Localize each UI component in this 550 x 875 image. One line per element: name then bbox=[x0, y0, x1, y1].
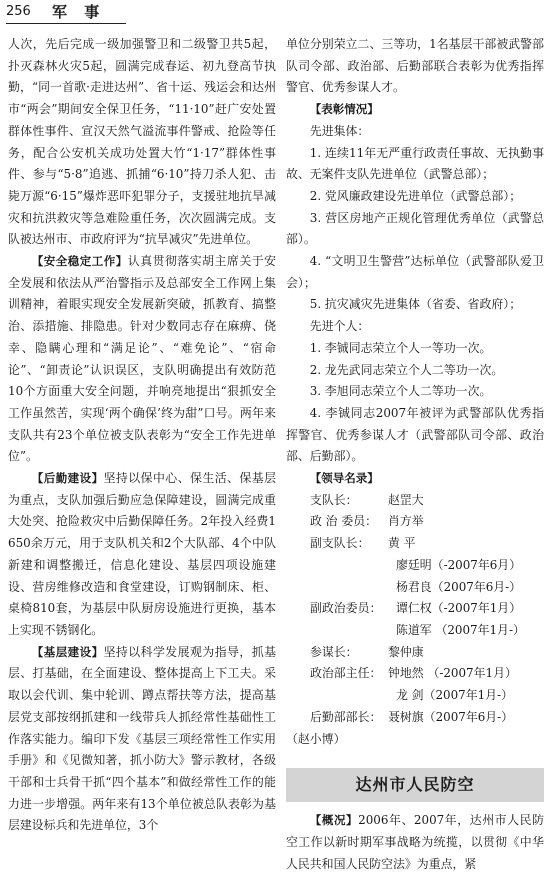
leader-list bbox=[286, 490, 544, 729]
heading-grassroots: 【基层建设】 bbox=[31, 644, 104, 659]
leader-row: 廖廷明（-2007年6月） bbox=[396, 557, 522, 572]
heading-logistics: 【后勤建设】 bbox=[31, 471, 104, 486]
leader-row: 副支队长： 黄 平 bbox=[310, 536, 416, 551]
paragraph-overview bbox=[286, 810, 544, 875]
leader-row: 支队长： 赵罡大 bbox=[310, 492, 424, 507]
paragraph-grassroots bbox=[8, 642, 276, 837]
leader-row: 杨君良（2007年6月-） bbox=[396, 579, 522, 594]
page-number: 256 bbox=[6, 4, 31, 19]
heading-leaders: 【领导名录】 bbox=[309, 471, 379, 486]
heading-overview: 【概况】 bbox=[309, 813, 359, 828]
text-safety: 认真贯彻落实胡主席关于安全发展和依法从严治警指示及总部安全工作网上集训精神，着眼实现安全发展新突破，抓教育、搞整治、添措施、排隐患。针对少数同志存在麻痹、侥幸、隐瞒心理和“满足论”、“难免论”、“宿命论”、“卸责论”认识误区，支队明确提出有效防范10个方面重大安全问题，并响亮地提出“狠抓安全工作虽然苦，实现‘两个确保’终为甜”口号。两年来支队共有23个单位被支队表彰为“安全工作先进单位”。 bbox=[8, 254, 276, 464]
leader-row: 政治部主任： 钟地然 （-2007年1月） bbox=[310, 666, 517, 681]
award-individual-4: 4. 李铖同志2007年被评为武警部队优秀指挥警官、优秀参谋人才（武警部队司令部、政治部、后勤部）。 bbox=[286, 405, 544, 464]
leader-row: 龙 剑（2007年1月-） bbox=[396, 688, 513, 703]
text-grassroots: 坚持以科学发展观为指导，抓基层、打基础，在全面建设、整体提高上下工夫。采取以会代训、集中轮训、蹲点帮扶等方法，提高基层党支部按纲抓建和一线带兵人抓经常性基础性工作落实能力。编印下发《基层三项经常性工作实用手册》和《见微知著，抓小防大》警示教材，各级干部和士兵骨干抓“四个基本”和做经常性工作的能力进一步增强。两年来有13个单位被总队表彰为基层建设标兵和先进单位，3个 bbox=[8, 644, 276, 833]
award-collective-5: 5. 抗灾减灾先进集体（省委、省政府）； bbox=[309, 297, 522, 312]
leader-row: 政 治 委员： 肖方举 bbox=[310, 514, 424, 529]
label-collective: 先进集体： bbox=[309, 123, 370, 138]
award-collective-1: 1. 连续11年无严重行政责任事故、无执勤事故、无案件支队先进单位（武警总部）； bbox=[286, 145, 544, 182]
leader-row: 副政治委员： 谭仁权（-2007年1月） bbox=[310, 601, 522, 616]
left-column bbox=[8, 34, 276, 837]
header-rule bbox=[6, 23, 126, 24]
heading-awards: 【表彰情况】 bbox=[309, 102, 379, 117]
heading-safety: 【安全稳定工作】 bbox=[31, 254, 128, 269]
paragraph-continuation: 人次，先后完成一级加强警卫和二级警卫共5起，扑灭森林火灾5起，圆满完成春运、初九登高节执勤，“同一首歌·走进达州”、省十运、残运会和达州市“两会”期间安全保卫任务，“11·10”赶广安处置群体性事件、宣汉天然气溢流事件警戒、抢险等任务，配合公安机关成功处置大竹“1·17”群体性事件、参与“5·8”追逃、抓捕“6·10”持刀杀人犯、击毙万源“6·15”爆炸恶吓犯罪分子，支援驻地抗旱减灾和抗洪救灾等急难险重任务，次次圆满完成。支队被达州市、市政府评为“抗旱减灾”先进单位。 bbox=[8, 37, 276, 247]
award-individual-3: 3. 李旭同志荣立个人二等功一次。 bbox=[309, 384, 492, 399]
author-credit: （赵小博） bbox=[286, 731, 346, 746]
leader-row: 参谋长： 黎仲康 bbox=[310, 644, 424, 659]
leader-row: 后勤部部长： 聂树旗（2007年6月-） bbox=[310, 709, 514, 724]
paragraph-continuation-right: 单位分别荣立二、三等功，1名基层干部被武警部队司令部、政治部、后勤部联合表彰为优秀指挥警官、优秀参谋人才。 bbox=[286, 37, 544, 95]
leader-row: 陈道军 （2007年1月-） bbox=[396, 622, 525, 637]
award-collective-4: 4. “文明卫生警营”达标单位（武警部队爱卫会）； bbox=[286, 254, 544, 290]
page-header bbox=[0, 0, 550, 24]
paragraph-safety bbox=[8, 251, 276, 468]
award-individual-2: 2. 龙先武同志荣立个人二等功一次。 bbox=[309, 362, 504, 377]
label-individual: 先进个人： bbox=[309, 319, 370, 334]
award-collective-2: 2. 党风廉政建设先进单位（武警总部）； bbox=[309, 188, 522, 203]
award-collective-3: 3. 营区房地产正规化管理优秀单位（武警总部）。 bbox=[286, 210, 544, 247]
text-logistics: 坚持以保中心、保生活、保基层为重点，支队加强后勤应急保障建设，圆满完成重大处突、抢险救灾中后勤保障任务。2年投入经费1 650余万元，用于支队机关和2个大队部、4个中队新建和调整搬迁，信息化建设、基层四项设施建设、营房维修改造和食堂建设，订购钢制床、柜、桌椅810套，为基层中队厨房设施进行更换，基本上实现不锈钢化。 bbox=[8, 471, 276, 637]
award-individual-1: 1. 李铖同志荣立个人一等功一次。 bbox=[309, 340, 492, 355]
text-overview: 2006年、2007年，达州市人民防空工作以新时期军事战略为统揽，以贯彻《中华人民共和国人民防空法》为重点，紧 bbox=[286, 813, 544, 871]
section-title: 军 事 bbox=[52, 3, 106, 21]
paragraph-logistics bbox=[8, 468, 276, 642]
section-banner: 达州市人民防空 bbox=[286, 768, 544, 802]
right-column bbox=[286, 34, 544, 875]
